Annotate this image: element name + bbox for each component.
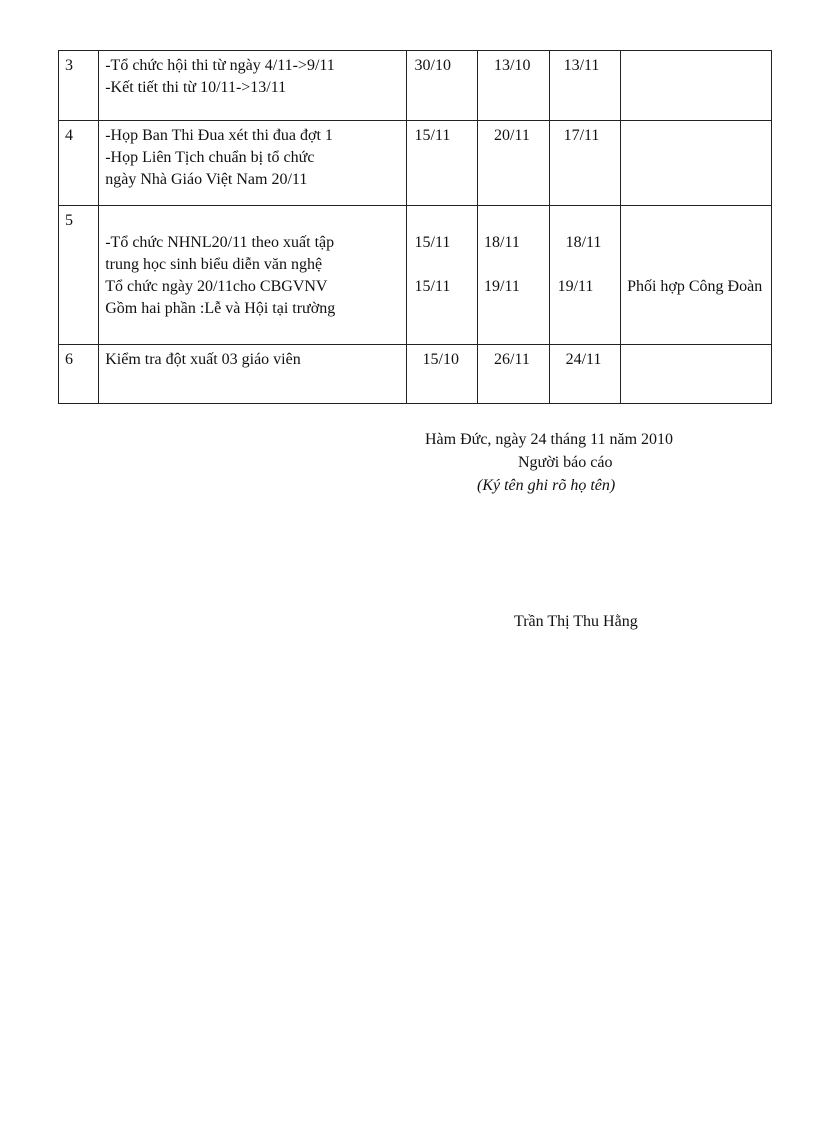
task-line: -Tổ chức hội thi từ ngày 4/11->9/11 [105, 57, 335, 74]
signer-name: Trần Thị Thu Hằng [514, 613, 638, 630]
date-value: 18/11 [484, 234, 520, 251]
date-cell [406, 345, 478, 404]
table-row [59, 121, 772, 206]
date-value: 15/10 [422, 351, 459, 368]
row-number: 4 [59, 121, 99, 206]
task-description [99, 206, 406, 345]
row-number: 6 [59, 345, 99, 404]
task-line: trung học sinh biểu diễn văn nghệ [105, 256, 323, 273]
task-description [99, 345, 406, 404]
date-cell [478, 345, 550, 404]
date-cell [478, 206, 550, 345]
row-number: 3 [59, 51, 99, 121]
table-row [59, 51, 772, 121]
task-line: -Tổ chức NHNL20/11 theo xuất tập [105, 234, 335, 251]
date-value: 15/11 [414, 127, 451, 144]
date-cell [549, 51, 621, 121]
date-value: 17/11 [563, 127, 600, 144]
sign-instruction: (Ký tên ghi rõ họ tên) [477, 477, 616, 494]
date-cell [478, 51, 550, 121]
task-line: ngày Nhà Giáo Việt Nam 20/11 [105, 171, 308, 188]
date-cell [549, 206, 621, 345]
date-value: 15/11 [414, 234, 451, 251]
task-description [99, 121, 406, 206]
task-line: -Họp Ban Thi Đua xét thi đua đợt 1 [105, 127, 333, 144]
note-cell [621, 206, 772, 345]
place-date: Hàm Đức, ngày 24 tháng 11 năm 2010 [425, 431, 674, 448]
date-value: 20/11 [494, 127, 530, 144]
schedule-table [58, 50, 772, 404]
date-cell [549, 121, 621, 206]
date-value: 15/11 [414, 278, 451, 295]
date-value: 26/11 [494, 351, 530, 368]
date-cell [406, 206, 478, 345]
note-cell [621, 51, 772, 121]
task-description [99, 51, 406, 121]
table-row [59, 206, 772, 345]
task-line: Gồm hai phần :Lễ và Hội tại trường [105, 300, 336, 317]
date-value: 18/11 [565, 234, 602, 251]
date-cell [406, 121, 478, 206]
date-cell [478, 121, 550, 206]
date-value: 13/11 [563, 57, 600, 74]
date-value: 19/11 [557, 278, 594, 295]
table-row [59, 345, 772, 404]
date-value: 13/10 [494, 57, 531, 74]
reporter-label: Người báo cáo [518, 454, 613, 471]
task-line: Kiểm tra đột xuất 03 giáo viên [105, 351, 301, 368]
note-cell [621, 345, 772, 404]
date-cell [406, 51, 478, 121]
date-cell [549, 345, 621, 404]
task-line: -Kết tiết thi từ 10/11->13/11 [105, 79, 287, 96]
task-line: -Họp Liên Tịch chuẩn bị tổ chức [105, 149, 315, 166]
date-value: 30/10 [414, 57, 451, 74]
note-cell [621, 121, 772, 206]
row-number: 5 [59, 206, 99, 345]
date-value: 24/11 [565, 351, 602, 368]
task-line: Tổ chức ngày 20/11cho CBGVNV [105, 278, 328, 295]
date-value: 19/11 [484, 278, 520, 295]
note-text: Phối hợp Công Đoàn [627, 278, 763, 295]
